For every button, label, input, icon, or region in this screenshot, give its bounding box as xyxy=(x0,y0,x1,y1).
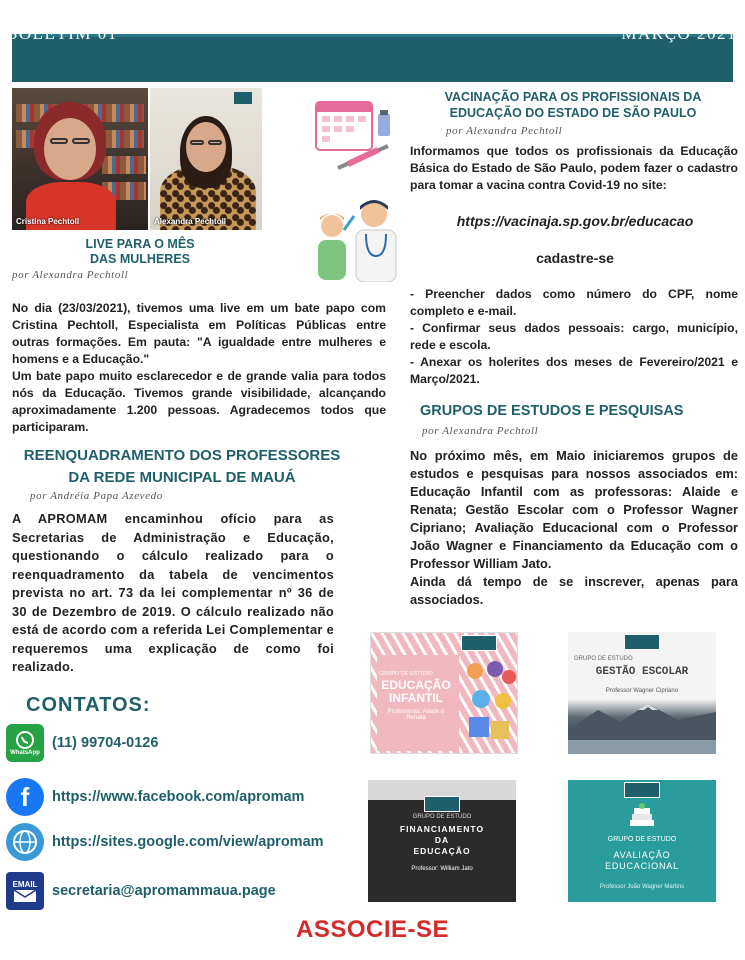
phone-number: (11) 99704-0126 xyxy=(52,735,159,751)
reenquadramento-body: A APROMAM encaminhou ofício para as Secretarias de Administração e Educação, questionando o cálculo realizado para o reenquadramento da tabela de vencimentos prevista no art. 73 da lei complementar nº 36 de 30 de Dezembro de 2019. O cálculo realizado não está de acordo com a referida Lei Complementar e requeremos uma explicação de como foi realizado. xyxy=(12,511,334,674)
mountain-illustration xyxy=(568,700,716,754)
vaccine-title-line1: VACINAÇÃO PARA OS PROFISSIONAIS DA xyxy=(444,90,702,104)
live-title-line1: LIVE PARA O MÊS xyxy=(85,237,195,251)
live-title-line2: DAS MULHERES xyxy=(89,252,190,266)
groups-byline: por Alexandra Pechtoll xyxy=(422,425,539,437)
card-group-label: GRUPO DE ESTUDO xyxy=(412,814,472,820)
card-financ-title xyxy=(368,824,516,857)
photo-label-alexandra: Alexandra Pechtoll xyxy=(154,217,227,226)
site-link[interactable]: https://sites.google.com/view/apromam xyxy=(52,834,324,850)
groups-paragraph: Ainda dá tempo de se inscrever, apenas para associados. xyxy=(410,574,738,607)
contact-email[interactable] xyxy=(6,872,276,910)
children-illustration xyxy=(461,655,517,751)
live-title xyxy=(50,237,230,267)
card-group-label: GRUPO DE ESTUDO xyxy=(574,656,633,662)
contact-site[interactable] xyxy=(6,823,324,861)
card-aval-line1: AVALIAÇÃO xyxy=(613,850,671,860)
vaccine-link[interactable]: https://vacinaja.sp.gov.br/educacao xyxy=(456,213,694,229)
live-photo-cristina xyxy=(12,88,148,230)
card-aval-sub: Professor João Wagner Martins xyxy=(599,884,685,890)
card-gestao-sub: Professor Wagner Cipriano xyxy=(605,688,679,694)
vaccine-title-line2: EDUCAÇÃO DO ESTADO DE SÃO PAULO xyxy=(449,106,697,120)
vaccine-cadastre-label: cadastre-se xyxy=(536,250,614,266)
contact-facebook[interactable] xyxy=(6,778,304,816)
card-gestao-title: GESTÃO ESCOLAR xyxy=(595,666,689,678)
card-infantil-line1: EDUCAÇÃO xyxy=(381,678,451,692)
card-educacao-infantil[interactable] xyxy=(370,632,518,754)
contact-phone[interactable] xyxy=(6,724,158,762)
groups-body xyxy=(410,447,738,609)
email-icon xyxy=(6,872,44,910)
email-icon-label: EMAIL xyxy=(12,879,38,889)
reenquadramento-title-line1: REENQUADRAMENTO DOS PROFESSORES xyxy=(23,447,341,464)
facebook-icon: f xyxy=(6,778,44,816)
card-infantil-sub2: Renata xyxy=(406,715,426,721)
vaccine-step: - Preencher dados como número do CPF, nome completo e e-mail. xyxy=(410,287,738,318)
card-infantil-sub xyxy=(375,709,457,721)
vaccine-intro: Informamos que todos os profissionais da Educação Básica do Estado de São Paulo, podem fazer o cadastro para tomar a vacina contra Covid-19 no site: xyxy=(410,144,738,192)
card-gestao-escolar[interactable] xyxy=(568,632,716,754)
bulletin-number: BOLETIM 01 xyxy=(6,24,118,43)
reenquadramento-byline: por Andréia Papa Azevedo xyxy=(30,490,163,502)
whatsapp-label: WhatsApp xyxy=(10,750,40,756)
apromam-logo-icon xyxy=(624,634,660,650)
email-address[interactable]: secretaria@apromammaua.page xyxy=(52,883,276,899)
vaccine-byline: por Alexandra Pechtoll xyxy=(446,125,563,137)
apromam-logo-icon xyxy=(461,635,497,651)
card-financiamento[interactable] xyxy=(368,780,516,902)
bulletin-date: MARÇO 2021 xyxy=(621,24,737,43)
apromam-mini-logo xyxy=(234,92,252,104)
reenquadramento-title xyxy=(14,445,350,489)
associe-se-cta[interactable]: ASSOCIE-SE xyxy=(295,916,450,943)
globe-icon xyxy=(6,823,44,861)
vaccine-step: - Confirmar seus dados pessoais: cargo, município, rede e escola. xyxy=(410,321,738,352)
card-infantil-line2: INFANTIL xyxy=(389,691,443,705)
groups-paragraph: No próximo mês, em Maio iniciaremos grupos de estudos e pesquisas para nossos associados em: Educação Infantil com as professoras: Alaide e Renata; Gestão Escolar com o Professor Wagner Cipriano; Avaliação Educacional com o Professor João Wagner e Financiamento da Educação com o Professor William Jato. xyxy=(410,448,738,571)
card-aval-line2: EDUCACIONAL xyxy=(605,861,679,871)
vaccine-calendar-illustration xyxy=(308,92,400,176)
live-photo-alexandra xyxy=(150,88,262,230)
vaccine-steps xyxy=(410,286,738,388)
card-group-label: GRUPO DE ESTUDO xyxy=(379,671,433,677)
vaccine-step: - Anexar os holerites dos meses de Fevereiro/2021 e Março/2021. xyxy=(410,355,738,386)
card-avaliacao[interactable] xyxy=(568,780,716,902)
live-byline: por Alexandra Pechtoll xyxy=(12,269,129,281)
apromam-logo-icon xyxy=(424,796,460,812)
live-paragraph: Um bate papo muito esclarecedor e de grande valia para todos nós da Educação. Tivemos grande visibilidade, alcançando aproximadamente 1.200 pessoas. Agradecemos todos que participaram. xyxy=(12,369,386,434)
reenquadramento-title-line2: DA REDE MUNICIPAL DE MAUÁ xyxy=(68,469,296,486)
card-infantil-title xyxy=(375,679,457,705)
card-financ-line3: EDUCAÇÃO xyxy=(413,846,471,856)
card-financ-line2: DA xyxy=(434,835,450,845)
contacts-title: CONTATOS: xyxy=(26,694,151,716)
books-icon xyxy=(628,802,656,830)
card-financ-line1: FINANCIAMENTO xyxy=(399,824,485,834)
live-body xyxy=(12,300,386,436)
live-paragraph: No dia (23/03/2021), tivemos uma live em um bate papo com Cristina Pechtoll, Especialista em Políticas Públicas entre outras formações. Em pauta: "A igualdade entre mulheres e homens e a Educação." xyxy=(12,301,386,366)
groups-title: GRUPOS DE ESTUDOS E PESQUISAS xyxy=(420,403,684,419)
card-financ-sub: Professor: William Jato xyxy=(411,866,473,872)
facebook-link[interactable]: https://www.facebook.com/apromam xyxy=(52,789,305,805)
photo-label-cristina: Cristina Pechtoll xyxy=(16,217,80,226)
card-infantil-sub1: Professoras: Alaide e xyxy=(387,709,445,715)
apromam-logo-icon xyxy=(624,782,660,798)
vaccine-title xyxy=(418,89,728,121)
card-group-label: GRUPO DE ESTUDO xyxy=(607,836,677,843)
card-aval-title xyxy=(568,850,716,872)
whatsapp-icon xyxy=(6,724,44,762)
doctor-illustration xyxy=(308,190,404,282)
